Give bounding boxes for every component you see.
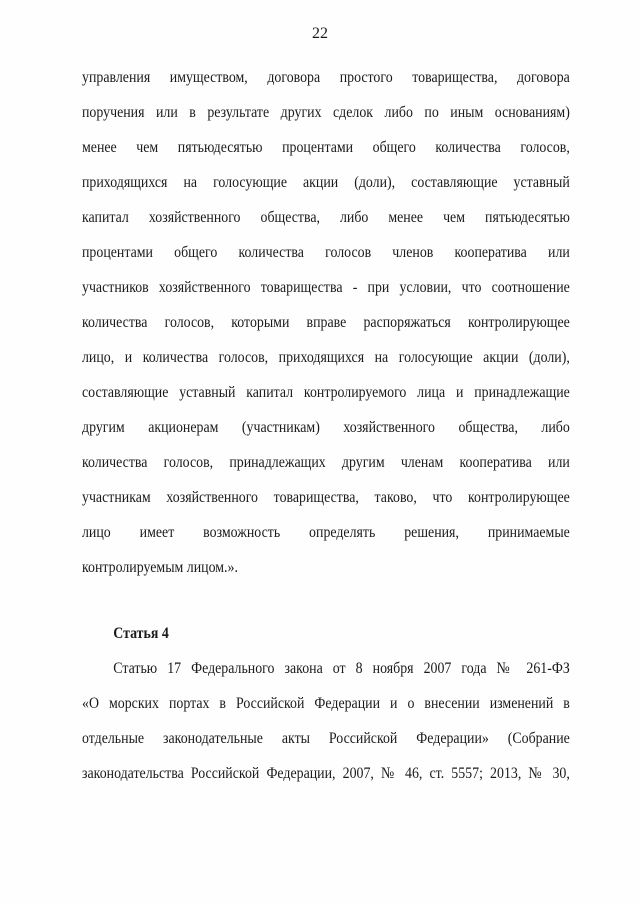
text-line: количества голосов, которыми вправе распоряжаться контролирующее	[82, 314, 570, 331]
text-line: приходящихся на голосующие акции (доли), составляющие уставный	[82, 174, 570, 191]
text-line: контролируемым лицом.».	[82, 559, 238, 576]
text-line: участникам хозяйственного товарищества, таково, что контролирующее	[82, 489, 570, 506]
text-line: составляющие уставный капитал контролируемого лица и принадлежащие	[82, 384, 570, 401]
text-line: количества голосов, принадлежащих другим членам кооператива или	[82, 454, 570, 471]
text-line: лицо, и количества голосов, приходящихся на голосующие акции (доли),	[82, 349, 570, 366]
text-line: поручения или в результате других сделок либо по иным основаниям)	[82, 104, 570, 121]
article-4-heading: Статья 4	[113, 625, 169, 642]
text-line: другим акционерам (участникам) хозяйственного общества, либо	[82, 419, 570, 436]
text-line: процентами общего количества голосов членов кооператива или	[82, 244, 570, 261]
text-line: лицо имеет возможность определять решения, принимаемые	[82, 524, 570, 541]
text-line: «О морских портах в Российской Федерации и о внесении изменений в	[82, 695, 570, 712]
page-number: 22	[312, 25, 328, 42]
text-line: Статью 17 Федерального закона от 8 ноября 2007 года № 261-ФЗ	[113, 660, 570, 677]
paragraph-article-4	[82, 651, 570, 791]
text-line: законодательства Российской Федерации, 2007, № 46, ст. 5557; 2013, № 30,	[82, 765, 570, 782]
text-line: капитал хозяйственного общества, либо менее чем пятьюдесятью	[82, 209, 570, 226]
text-line: участников хозяйственного товарищества - при условии, что соотношение	[82, 279, 570, 296]
paragraph-continuation	[82, 60, 570, 585]
text-line: управления имуществом, договора простого товарищества, договора	[82, 69, 570, 86]
text-line: отдельные законодательные акты Российской Федерации» (Собрание	[82, 730, 570, 747]
text-line: менее чем пятьюдесятью процентами общего количества голосов,	[82, 139, 570, 156]
text-block	[82, 60, 570, 791]
